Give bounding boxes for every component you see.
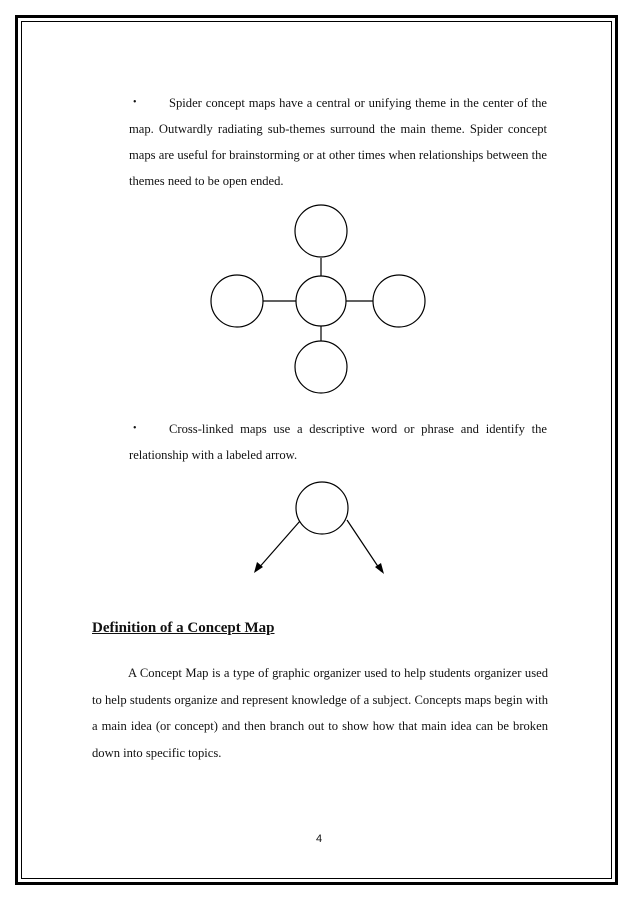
section-heading: Definition of a Concept Map — [92, 620, 275, 636]
page-number: 4 — [315, 833, 323, 845]
cross-arrow-right — [347, 520, 381, 571]
cross-node — [296, 482, 348, 534]
cross-arrow-left — [257, 521, 300, 570]
bullet-marker: • — [133, 97, 137, 108]
spider-map-paragraph: Spider concept maps have a central or unifying theme in the center of the map. Outwardly radiating sub-themes surround the main theme. Spider concept maps are useful for brainstorming or at other times when relationships between the themes need to be open ended. — [129, 96, 547, 188]
arrowhead-left — [254, 562, 263, 573]
definition-paragraph: A Concept Map is a type of graphic organizer used to help students organizer used to help students organize and represent knowledge of a subject. Concepts maps begin with a main idea (or concept) and then branch out to show how that main idea can be broken down into specific topics. — [92, 666, 548, 760]
cross-linked-map-paragraph: Cross-linked maps use a descriptive word or phrase and identify the relationship with a labeled arrow. — [129, 422, 547, 462]
bullet-marker: • — [133, 423, 137, 434]
